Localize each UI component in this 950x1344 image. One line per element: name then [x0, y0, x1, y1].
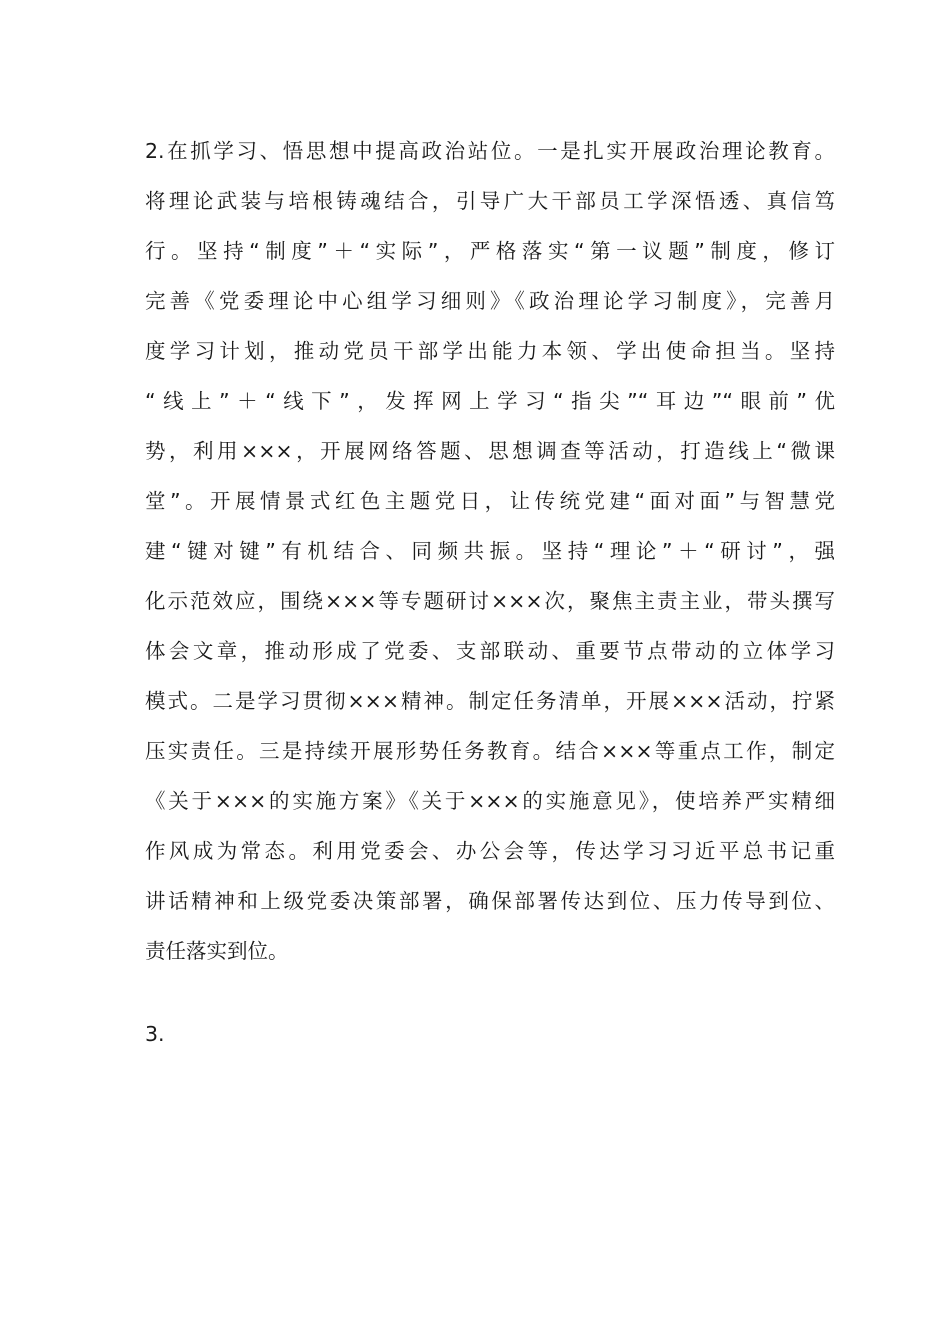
paragraph-line: 体会文章，推动形成了党委、支部联动、重要节点带动的立体学习 — [145, 639, 835, 663]
paragraph-line: 度学习计划，推动党员干部学出能力本领、学出使命担当。坚持 — [145, 339, 835, 363]
paragraph-line: 压实责任。三是持续开展形势任务教育。结合×××等重点工作，制定 — [145, 739, 835, 763]
paragraph-line: 《关于×××的实施方案》《关于×××的实施意见》，使培养严实精细 — [145, 789, 835, 813]
paragraph-line: 完善《党委理论中心组学习细则》《政治理论学习制度》，完善月 — [145, 289, 835, 313]
paragraph-line: “线上”＋“线下”，发挥网上学习“指尖”“耳边”“眼前”优 — [145, 389, 835, 413]
section-2-paragraph — [145, 126, 835, 976]
paragraph-line: 将理论武装与培根铸魂结合，引导广大干部员工学深悟透、真信笃 — [145, 189, 835, 213]
paragraph-line: 讲话精神和上级党委决策部署，确保部署传达到位、压力传导到位、 — [145, 889, 835, 913]
paragraph-line: 作风成为常态。利用党委会、办公会等，传达学习习近平总书记重 — [145, 839, 835, 863]
paragraph-line: 模式。二是学习贯彻×××精神。制定任务清单，开展×××活动，拧紧 — [145, 689, 835, 713]
paragraph-line: 2.在抓学习、悟思想中提高政治站位。一是扎实开展政治理论教育。 — [145, 139, 835, 163]
paragraph-line: 化示范效应，围绕×××等专题研讨×××次，聚焦主责主业，带头撰写 — [145, 589, 835, 613]
paragraph-line: 责任落实到位。 — [145, 939, 289, 963]
paragraph-line: 势，利用×××，开展网络答题、思想调查等活动，打造线上“微课 — [145, 439, 835, 463]
paragraph-line: 堂”。开展情景式红色主题党日，让传统党建“面对面”与智慧党 — [145, 489, 835, 513]
paragraph-line: 行。坚持“制度”＋“实际”，严格落实“第一议题”制度，修订 — [145, 239, 835, 263]
section-3-heading: 3. — [145, 1022, 165, 1046]
paragraph-line: 建“键对键”有机结合、同频共振。坚持“理论”＋“研讨”，强 — [145, 539, 835, 563]
